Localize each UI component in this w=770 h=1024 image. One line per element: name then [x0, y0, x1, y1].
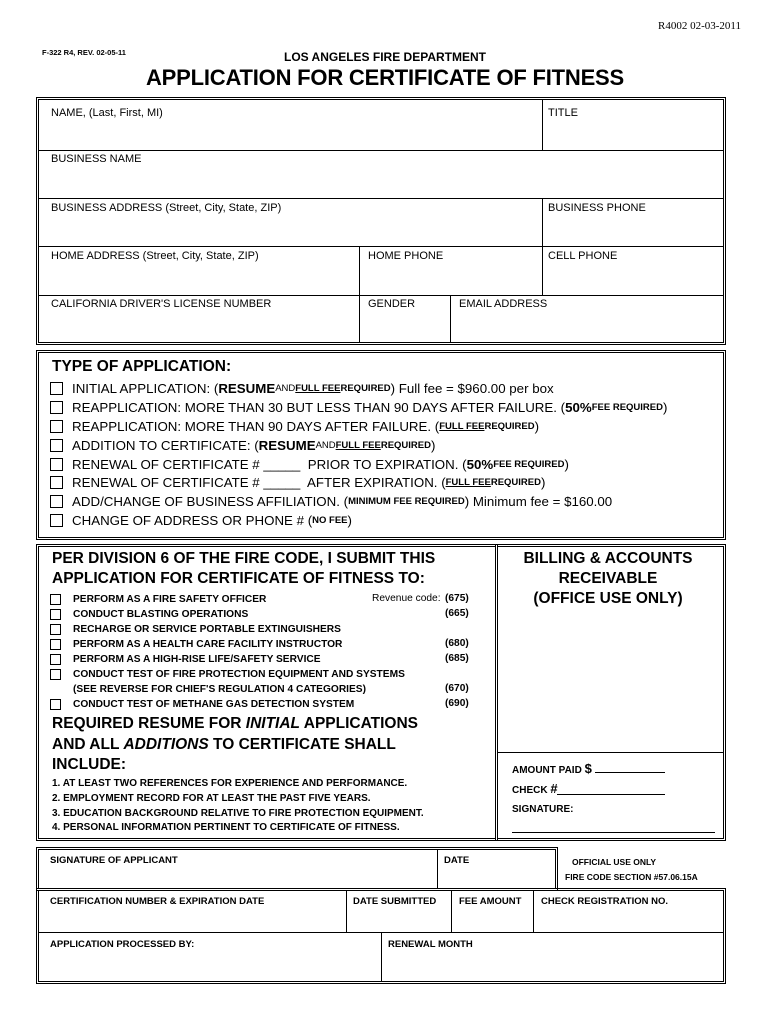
certification-number-field[interactable]: CERTIFICATION NUMBER & EXPIRATION DATE [50, 896, 265, 907]
date-submitted-field[interactable]: DATE SUBMITTED [353, 896, 437, 907]
department-name: LOS ANGELES FIRE DEPARTMENT [283, 50, 486, 64]
checkbox[interactable] [50, 639, 61, 650]
option-addition-to-certificate[interactable]: ADDITION TO CERTIFICATE: ( RESUME AND FULL FEE REQUIRED ) [50, 437, 435, 454]
billing-signature-line[interactable] [512, 832, 715, 833]
form-title: APPLICATION FOR CERTIFICATE OF FITNESS [145, 65, 625, 90]
gender-field[interactable]: GENDER [368, 298, 416, 310]
checkbox[interactable] [50, 439, 63, 452]
form-number: F-322 R4, REV. 02-05-11 [42, 48, 126, 57]
processed-by-field[interactable]: APPLICATION PROCESSED BY: [50, 939, 195, 950]
fire-code-section-label: FIRE CODE SECTION #57.06.15A [565, 872, 698, 882]
checkbox[interactable] [50, 514, 63, 527]
service-blasting[interactable]: CONDUCT BLASTING OPERATIONS [50, 607, 248, 621]
home-address-field[interactable]: HOME ADDRESS (Street, City, State, ZIP) [51, 250, 259, 262]
billing-heading-line1: BILLING & ACCOUNTS [523, 550, 693, 567]
checkbox[interactable] [50, 624, 61, 635]
requirement-3: 3. EDUCATION BACKGROUND RELATIVE TO FIRE PROTECTION EQUIPMENT. [52, 808, 424, 819]
home-phone-field[interactable]: HOME PHONE [368, 250, 444, 262]
revenue-code-675: (675) [445, 593, 469, 604]
resume-heading-line2: AND ALL ADDITIONS TO CERTIFICATE SHALL [52, 736, 396, 753]
signature-date-field[interactable]: DATE [444, 855, 470, 866]
official-use-label: OFFICIAL USE ONLY [572, 857, 657, 867]
service-see-reverse: (SEE REVERSE FOR CHIEF'S REGULATION 4 CATEGORIES) [73, 683, 366, 695]
option-renewal-after[interactable]: RENEWAL OF CERTIFICATE # _____ AFTER EXPIRATION. ( FULL FEE REQUIRED ) [50, 474, 545, 491]
billing-signature-label: SIGNATURE: [512, 804, 574, 815]
revenue-code-label: Revenue code: [372, 593, 441, 604]
option-reapplication-90[interactable]: REAPPLICATION: MORE THAN 90 DAYS AFTER FAILURE. ( FULL FEE REQUIRED ) [50, 418, 539, 435]
checkbox[interactable] [50, 594, 61, 605]
cell-phone-field[interactable]: CELL PHONE [548, 250, 618, 262]
business-name-field[interactable]: BUSINESS NAME [51, 153, 142, 165]
revenue-code-685: (685) [445, 653, 469, 664]
service-health-care-instructor[interactable]: PERFORM AS A HEALTH CARE FACILITY INSTRUCTOR [50, 637, 342, 651]
revenue-code-680: (680) [445, 638, 469, 649]
amount-paid-line[interactable] [595, 772, 665, 773]
requirement-1: 1. AT LEAST TWO REFERENCES FOR EXPERIENCE AND PERFORMANCE. [52, 778, 408, 789]
signature-of-applicant-field[interactable]: SIGNATURE OF APPLICANT [50, 855, 178, 866]
title-field[interactable]: TITLE [548, 107, 578, 119]
option-add-change-affiliation[interactable]: ADD/CHANGE OF BUSINESS AFFILIATION. ( MINIMUM FEE REQUIRED ) Minimum fee = $160.00 [50, 493, 612, 510]
service-fire-safety-officer[interactable]: PERFORM AS A FIRE SAFETY OFFICER [50, 592, 266, 606]
license-field[interactable]: CALIFORNIA DRIVER'S LICENSE NUMBER [51, 298, 272, 310]
name-field[interactable]: NAME, (Last, First, MI) [51, 107, 163, 119]
checkbox[interactable] [50, 458, 63, 471]
requirement-4: 4. PERSONAL INFORMATION PERTINENT TO CERTIFICATE OF FITNESS. [52, 822, 400, 833]
option-change-address[interactable]: CHANGE OF ADDRESS OR PHONE # ( NO FEE ) [50, 512, 352, 529]
checkbox[interactable] [50, 609, 61, 620]
business-phone-field[interactable]: BUSINESS PHONE [548, 202, 646, 214]
revenue-code-690: (690) [445, 698, 469, 709]
checkbox[interactable] [50, 654, 61, 665]
resume-heading-line1: REQUIRED RESUME FOR INITIAL APPLICATIONS [52, 715, 418, 732]
checkbox[interactable] [50, 476, 63, 489]
option-renewal-prior[interactable]: RENEWAL OF CERTIFICATE # _____ PRIOR TO EXPIRATION. ( 50% FEE REQUIRED ) [50, 456, 569, 473]
checkbox[interactable] [50, 382, 63, 395]
checkbox[interactable] [50, 669, 61, 680]
type-of-application-heading: TYPE OF APPLICATION: [52, 358, 232, 375]
division-heading-line2: APPLICATION FOR CERTIFICATE OF FITNESS TO: [52, 570, 425, 587]
amount-paid-label: AMOUNT PAID $ [512, 761, 592, 776]
checkbox[interactable] [50, 420, 63, 433]
signature-box [36, 847, 558, 891]
fee-amount-field[interactable]: FEE AMOUNT [459, 896, 522, 907]
revenue-code-670: (670) [445, 683, 469, 694]
business-address-field[interactable]: BUSINESS ADDRESS (Street, City, State, ZIP) [51, 202, 282, 214]
division-heading-line1: PER DIVISION 6 OF THE FIRE CODE, I SUBMIT THIS [52, 550, 436, 567]
resume-heading-line3: INCLUDE: [52, 756, 127, 773]
revenue-code-665: (665) [445, 608, 469, 619]
service-fire-protection-test[interactable]: CONDUCT TEST OF FIRE PROTECTION EQUIPMENT AND SYSTEMS [50, 667, 405, 681]
revision-code: R4002 02-03-2011 [658, 20, 742, 32]
email-field[interactable]: EMAIL ADDRESS [459, 298, 548, 310]
service-methane-test[interactable]: CONDUCT TEST OF METHANE GAS DETECTION SYSTEM [50, 697, 354, 711]
billing-heading-line2: RECEIVABLE [558, 570, 658, 587]
service-high-rise[interactable]: PERFORM AS A HIGH-RISE LIFE/SAFETY SERVICE [50, 652, 321, 666]
option-reapplication-30-90[interactable]: REAPPLICATION: MORE THAN 30 BUT LESS THAN 90 DAYS AFTER FAILURE. ( 50% FEE REQUIRED ) [50, 399, 667, 416]
service-extinguishers[interactable]: RECHARGE OR SERVICE PORTABLE EXTINGUISHERS [50, 622, 341, 636]
check-label: CHECK # [512, 781, 558, 796]
billing-heading-line3: (OFFICE USE ONLY) [533, 590, 683, 607]
checkbox[interactable] [50, 495, 63, 508]
check-registration-field[interactable]: CHECK REGISTRATION NO. [541, 896, 669, 907]
requirement-2: 2. EMPLOYMENT RECORD FOR AT LEAST THE PAST FIVE YEARS. [52, 793, 371, 804]
check-line[interactable] [557, 794, 665, 795]
checkbox[interactable] [50, 699, 61, 710]
renewal-month-field[interactable]: RENEWAL MONTH [388, 939, 473, 950]
option-initial-application[interactable]: INITIAL APPLICATION: ( RESUME AND FULL FEE REQUIRED ) Full fee = $960.00 per box [50, 380, 554, 397]
checkbox[interactable] [50, 401, 63, 414]
